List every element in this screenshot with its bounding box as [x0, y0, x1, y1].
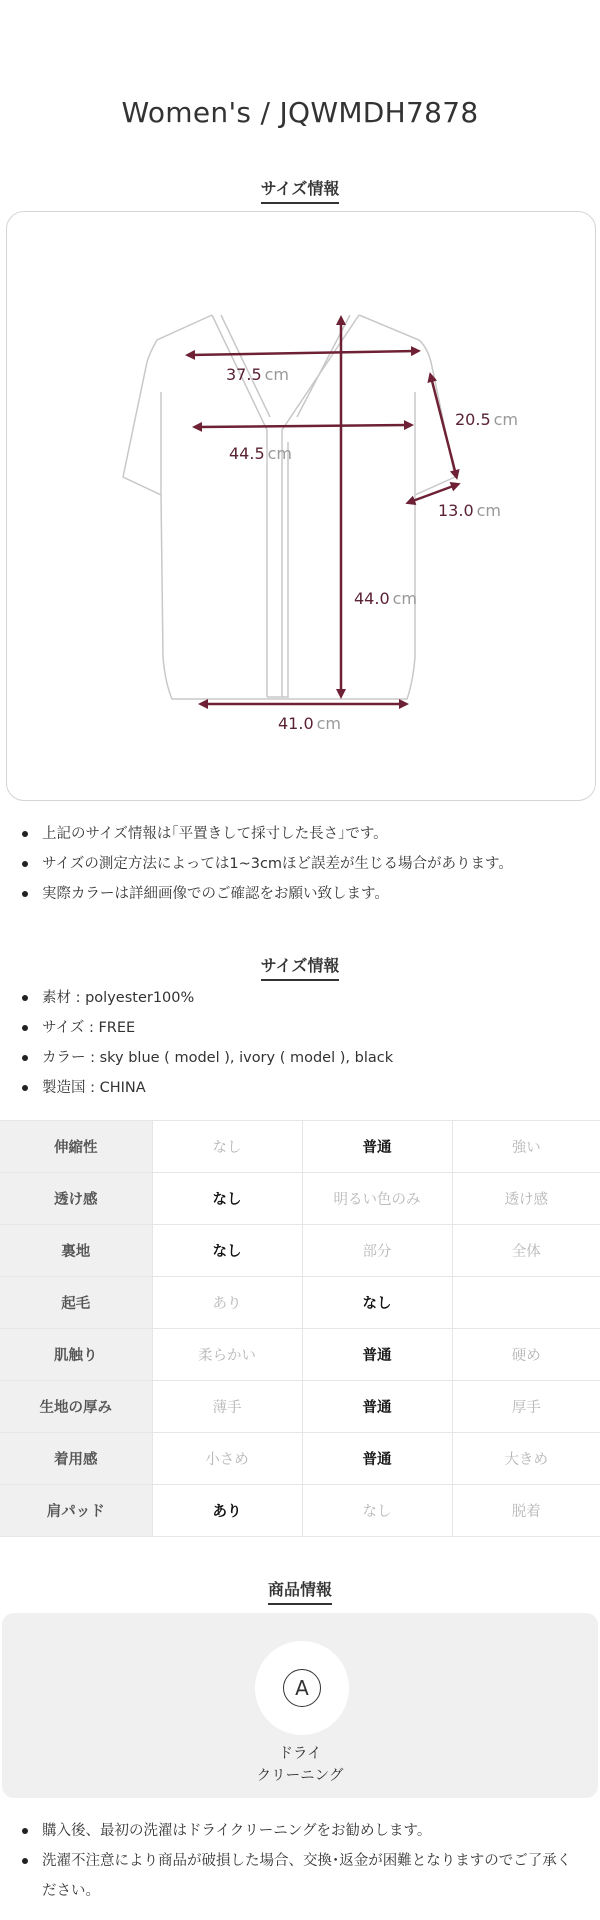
product-title: Women's / JQWMDH7878	[121, 96, 479, 129]
attribute-option: 脱着	[452, 1485, 600, 1537]
attribute-option: あり	[152, 1277, 302, 1329]
attribute-row	[0, 1225, 600, 1277]
attribute-option: 普通	[302, 1329, 452, 1381]
attribute-option: 部分	[302, 1225, 452, 1277]
attribute-row	[0, 1381, 600, 1433]
attribute-option: 普通	[302, 1381, 452, 1433]
attribute-option: 大きめ	[452, 1433, 600, 1485]
care-label: ドライ クリーニング	[256, 1746, 344, 1784]
size-diagram	[6, 211, 596, 801]
shoulder-measure-label: 37.5 cm	[226, 365, 290, 384]
attribute-option: 強い	[452, 1121, 600, 1173]
attribute-option: 明るい色のみ	[302, 1173, 452, 1225]
attribute-label: 起毛	[0, 1277, 152, 1329]
attribute-option: なし	[152, 1121, 302, 1173]
attribute-row	[0, 1485, 600, 1537]
sleeve-length-measure-line	[431, 377, 456, 475]
chest-measure-line	[197, 425, 409, 427]
spec-size: サイズ : FREE	[42, 1013, 582, 1043]
attribute-option	[452, 1277, 600, 1329]
list-item: 洗濯不注意により商品が破損した場合、交換･返金が困難となりますのでご了承ください。	[42, 1846, 582, 1906]
care-symbol-badge	[255, 1641, 349, 1735]
care-instruction-panel	[2, 1613, 598, 1798]
attribute-option: 硬め	[452, 1329, 600, 1381]
attribute-option: あり	[152, 1485, 302, 1537]
sleeve-length-measure-label: 20.5 cm	[455, 410, 519, 429]
attribute-option: なし	[152, 1173, 302, 1225]
garment-illustration	[7, 212, 597, 802]
shoulder-measure-line	[190, 351, 416, 355]
attribute-label: 生地の厚み	[0, 1381, 152, 1433]
hem-measure-label: 41.0 cm	[278, 714, 342, 733]
fabric-attribute-table	[0, 1120, 600, 1537]
attribute-option: 小さめ	[152, 1433, 302, 1485]
list-item: サイズの測定方法によっては1~3cmほど誤差が生じる場合があります。	[42, 849, 582, 879]
attribute-row	[0, 1433, 600, 1485]
info-section-heading: サイズ情報	[0, 953, 600, 981]
sleeve-opening-measure-label: 13.0 cm	[438, 501, 502, 520]
list-item: 実際カラーは詳細画像でのご確認をお願い致します。	[42, 879, 582, 909]
attribute-row	[0, 1173, 600, 1225]
attribute-option: 柔らかい	[152, 1329, 302, 1381]
attribute-option: なし	[302, 1485, 452, 1537]
list-item: 上記のサイズ情報は｢平置きして採寸した長さ｣です。	[42, 819, 582, 849]
spec-color: カラー : sky blue ( model ), ivory ( model ), black	[42, 1043, 582, 1073]
attribute-option: なし	[152, 1225, 302, 1277]
attribute-row	[0, 1277, 600, 1329]
attribute-row	[0, 1121, 600, 1173]
size-notes-list	[0, 819, 582, 909]
chest-measure-label: 44.5 cm	[229, 444, 293, 463]
attribute-label: 裏地	[0, 1225, 152, 1277]
spec-origin: 製造国 : CHINA	[42, 1073, 582, 1103]
attribute-label: 肩パッド	[0, 1485, 152, 1537]
dry-clean-icon: A	[283, 1669, 321, 1707]
total-length-measure-label: 44.0 cm	[354, 589, 418, 608]
size-section-heading: サイズ情報	[0, 176, 600, 204]
list-item: 購入後、最初の洗濯はドライクリーニングをお勧めします。	[42, 1816, 582, 1846]
attribute-option: 厚手	[452, 1381, 600, 1433]
attribute-option: 薄手	[152, 1381, 302, 1433]
attribute-row	[0, 1329, 600, 1381]
attribute-option: なし	[302, 1277, 452, 1329]
attribute-option: 普通	[302, 1121, 452, 1173]
attribute-option: 透け感	[452, 1173, 600, 1225]
attribute-option: 普通	[302, 1433, 452, 1485]
attribute-label: 肌触り	[0, 1329, 152, 1381]
attribute-label: 着用感	[0, 1433, 152, 1485]
care-notes-list	[0, 1816, 582, 1906]
spec-material: 素材 : polyester100%	[42, 983, 582, 1013]
product-info-heading: 商品情報	[0, 1577, 600, 1605]
product-spec-list	[0, 983, 582, 1103]
attribute-option: 全体	[452, 1225, 600, 1277]
attribute-label: 透け感	[0, 1173, 152, 1225]
attribute-label: 伸縮性	[0, 1121, 152, 1173]
